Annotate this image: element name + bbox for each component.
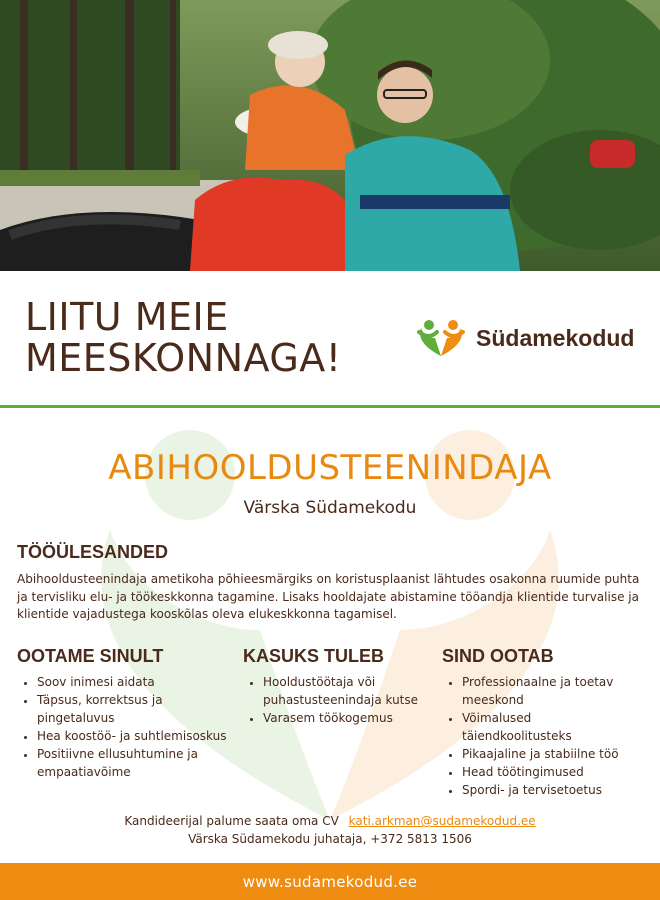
list-item: • Professionaalne ja toetav meeskond <box>462 673 632 709</box>
green-divider <box>0 405 660 408</box>
offer-heading: SIND OOTAB <box>442 646 554 666</box>
email-link[interactable]: kati.arkman@sudamekodud.ee <box>348 814 536 828</box>
heart-people-logo-icon <box>415 318 467 358</box>
duties-text: Abihooldusteenindaja ametikoha põhieesmärgiks on koristusplaanist lähtudes osakonna ruumide puhta ja tervisliku elu- ja töökeskkonna tagamine. Lisaks hooldajate abistamine tööandja klientide turvalise ja klientide vajadustega kooskõlas oleva elukeskkonna tagamisel. <box>17 572 640 621</box>
list-item: • Hooldustöötaja või puhastusteenindaja kutse <box>263 673 423 709</box>
contact-line-2: Värska Südamekodu juhataja, +372 5813 1506 <box>188 832 472 846</box>
list-item: • Head töötingimused <box>462 763 632 781</box>
list-item: • Hea koostöö- ja suhtlemisoskus <box>37 727 237 745</box>
requirements-column <box>17 646 237 781</box>
job-location: Värska Südamekodu <box>243 498 417 518</box>
requirements-list <box>17 673 237 781</box>
hero-photo-illustration <box>0 0 660 271</box>
logo-text: Südamekodud <box>476 324 635 351</box>
advantages-list <box>243 673 423 727</box>
list-item: • Võimalused täiendkoolitusteks <box>462 709 632 745</box>
job-title: ABIHOOLDUSTEENINDAJA <box>108 448 552 488</box>
contact-text: Kandideerijal palume saata oma CV <box>124 814 339 828</box>
list-item: • Positiivne ellusuhtumine ja empaatiavõime <box>37 745 237 781</box>
hero-photo <box>0 0 660 271</box>
list-item: • Varasem töökogemus <box>263 709 423 727</box>
contact-line-1 <box>20 814 640 828</box>
offer-column <box>442 646 632 799</box>
headline-line-1: LIITU MEIE <box>25 295 229 339</box>
requirements-heading: OOTAME SINULT <box>17 646 164 666</box>
logo <box>415 316 634 360</box>
list-item: • Spordi- ja tervisetoetus <box>462 781 632 799</box>
list-item: • Täpsus, korrektsus ja pingetaluvus <box>37 691 237 727</box>
headline-line-2: MEESKONNAGA! <box>25 336 342 380</box>
footer-bar <box>0 863 660 900</box>
advantages-heading: KASUKS TULEB <box>243 646 385 666</box>
advantages-column <box>243 646 423 727</box>
offer-list <box>442 673 632 799</box>
list-item: • Soov inimesi aidata <box>37 673 237 691</box>
website-link[interactable]: www.sudamekodud.ee <box>242 872 418 891</box>
headline <box>25 297 342 379</box>
duties-section <box>17 542 652 624</box>
duties-heading: TÖÖÜLESANDED <box>17 542 169 562</box>
list-item: • Pikaajaline ja stabiilne töö <box>462 745 632 763</box>
